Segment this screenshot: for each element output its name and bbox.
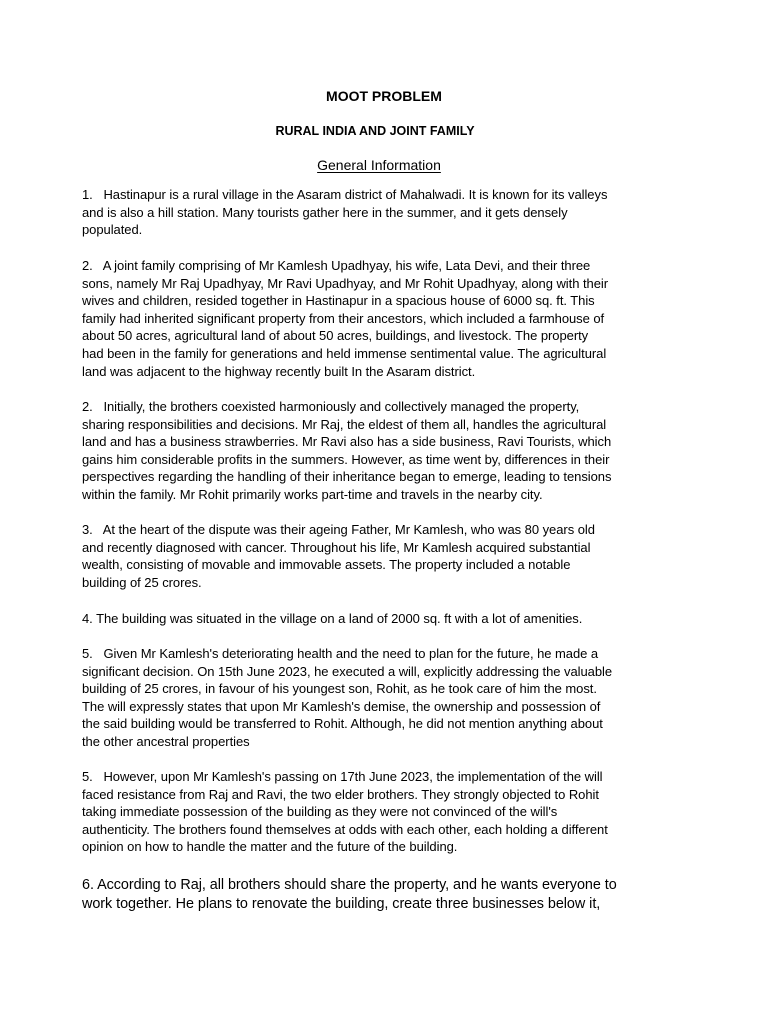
paragraph-number: 5. [82, 646, 93, 661]
paragraph-line: and recently diagnosed with cancer. Throughout his life, Mr Kamlesh acquired substantial [82, 539, 591, 555]
paragraph-number: 5. [82, 769, 93, 784]
paragraph-line: 5. However, upon Mr Kamlesh's passing on 17th June 2023, the implementation of the will [82, 769, 603, 784]
paragraph-line: wealth, consisting of movable and immovable assets. The property included a notable [82, 557, 571, 573]
paragraph-line: gains him considerable profits in the summers. However, as time went by, differences in their [82, 451, 610, 467]
paragraph-7 [82, 768, 674, 856]
paragraph-line: opinion on how to handle the matter and the future of the building. [82, 839, 458, 855]
paragraph-line: faced resistance from Raj and Ravi, the two elder brothers. They strongly objected to Rohit [82, 786, 599, 802]
paragraph-line: building of 25 crores. [82, 574, 202, 590]
paragraph-number: 4. [82, 611, 93, 626]
paragraph-line: taking immediate possession of the building as they were not convinced of the will's [82, 804, 558, 820]
paragraph-line: land was adjacent to the highway recently built In the Asaram district. [82, 363, 476, 379]
paragraph-line: within the family. Mr Rohit primarily works part-time and travels in the nearby city. [82, 486, 543, 502]
paragraph-line: sons, namely Mr Raj Upadhyay, Mr Ravi Upadhyay, and Mr Rohit Upadhyay, along with their [82, 275, 608, 291]
paragraph-line: 2. Initially, the brothers coexisted harmoniously and collectively managed the property, [82, 399, 580, 414]
paragraph-5 [82, 610, 674, 628]
paragraph-6 [82, 645, 674, 751]
paragraph-line: authenticity. The brothers found themselves at odds with each other, each holding a different [82, 821, 608, 837]
paragraph-2 [82, 257, 674, 380]
paragraph-4 [82, 521, 674, 591]
paragraph-line: family had inherited significant property from their ancestors, which included a farmhouse of [82, 310, 605, 326]
paragraph-line: 1. Hastinapur is a rural village in the Asaram district of Mahalwadi. It is known for its valleys [82, 187, 608, 202]
paragraph-line: 3. At the heart of the dispute was their ageing Father, Mr Kamlesh, who was 80 years old [82, 522, 595, 537]
paragraph-1 [82, 186, 674, 239]
paragraph-line: 2. A joint family comprising of Mr Kamlesh Upadhyay, his wife, Lata Devi, and their three [82, 258, 591, 273]
paragraph-line: had been in the family for generations and held immense sentimental value. The agricultural [82, 345, 607, 361]
paragraph-line: wives and children, resided together in Hastinapur in a spacious house of 6000 sq. ft. This [82, 293, 595, 309]
paragraph-line: 4. The building was situated in the village on a land of 2000 sq. ft with a lot of amenities. [82, 611, 583, 626]
paragraph-number: 2. [82, 399, 93, 414]
paragraph-line: the other ancestral properties [82, 733, 250, 749]
document-subtitle: RURAL INDIA AND JOINT FAMILY [275, 124, 475, 138]
paragraph-3 [82, 398, 674, 504]
paragraph-number: 2. [82, 258, 93, 273]
paragraph-line: the said building would be transferred to Rohit. Although, he did not mention anything about [82, 716, 603, 732]
paragraph-8 [82, 876, 674, 914]
paragraph-line: about 50 acres, agricultural land of about 50 acres, buildings, and livestock. The property [82, 328, 589, 344]
paragraph-line: significant decision. On 15th June 2023, he executed a will, explicitly addressing the valuable [82, 663, 613, 679]
document-title: MOOT PROBLEM [326, 88, 442, 104]
paragraph-line: land and has a business strawberries. Mr Ravi also has a side business, Ravi Tourists, which [82, 434, 612, 450]
paragraph-number: 3. [82, 522, 93, 537]
paragraph-line: 6. According to Raj, all brothers should share the property, and he wants everyone to [82, 877, 617, 893]
paragraph-line: 5. Given Mr Kamlesh's deteriorating health and the need to plan for the future, he made a [82, 646, 599, 661]
paragraph-number: 1. [82, 187, 93, 202]
paragraph-line: sharing responsibilities and decisions. Mr Raj, the eldest of them all, handles the agricultural [82, 416, 607, 432]
paragraph-line: work together. He plans to renovate the building, create three businesses below it, [82, 896, 601, 912]
paragraph-line: perspectives regarding the handling of their inheritance began to emerge, leading to tensions [82, 469, 612, 485]
paragraph-number: 6. [82, 877, 94, 893]
paragraph-line: building of 25 crores, in favour of his youngest son, Rohit, as he took care of him the most. [82, 681, 597, 697]
paragraph-line: populated. [82, 222, 143, 238]
section-heading: General Information [317, 157, 441, 173]
paragraph-line: and is also a hill station. Many tourists gather here in the summer, and it gets densely [82, 204, 568, 220]
paragraph-line: The will expressly states that upon Mr Kamlesh's demise, the ownership and possession of [82, 698, 601, 714]
